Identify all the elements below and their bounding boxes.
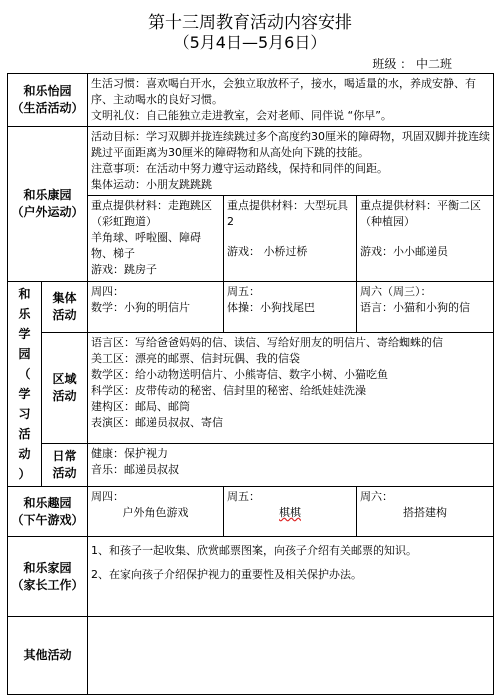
group-activity-label: [42, 282, 88, 333]
material-text: 重点提供材料：平衡二区（种植园）: [360, 199, 482, 228]
schedule-sheet: [7, 73, 493, 693]
material-text: 羊角球、呼啦圈、障碍物、梯子: [91, 231, 202, 260]
material-text: 重点提供材料：大型玩具2: [227, 199, 349, 228]
family-line: 2、在家向孩子介绍保护视力的重要性及相关保护办法。: [91, 568, 363, 581]
learn-daily-row: [8, 444, 494, 487]
group-cell: [357, 282, 494, 333]
learn-section-head: [8, 282, 42, 487]
life-line: 文明礼仪：自己能独立走进教室，会对老师、同伴说 “你早”。: [91, 109, 392, 122]
fun-section-sub: （下午游戏）: [11, 512, 84, 527]
learn-char: 和: [18, 287, 31, 301]
fun-section-head: [8, 487, 88, 537]
area-line: 表演区：邮递员叔叔、寄信: [91, 415, 224, 429]
group-label-1: 集体: [52, 290, 77, 305]
life-section-name: 和乐怡园: [23, 84, 72, 98]
fun-row: [8, 487, 494, 537]
daily-label-1: 日常: [52, 449, 77, 464]
outdoor-line: 集体运动：小朋友跳跳跳: [91, 178, 213, 191]
game-text: 游戏：跳房子: [91, 263, 158, 276]
day-label: 周四：: [91, 490, 125, 503]
learn-char: 园: [18, 347, 31, 361]
outdoor-line: 注意事项：在活动中努力遵守运动路线，保持和同伴的间距。: [91, 162, 389, 175]
other-section-name: 其他活动: [23, 648, 72, 662]
learn-char: 动: [18, 447, 31, 461]
class-label: 班级 ： 中二班: [372, 57, 452, 71]
game-text: 游戏：小小邮递员: [360, 245, 449, 258]
learn-char: ）: [18, 467, 31, 481]
family-row: [8, 537, 494, 617]
other-content: [88, 617, 494, 695]
outdoor-material-cell: [88, 196, 224, 282]
day-label: 周六：: [360, 490, 394, 503]
other-row: [8, 617, 494, 695]
learn-char: 学: [18, 327, 31, 341]
daily-label-2: 活动: [52, 466, 77, 481]
daily-activity-label: [42, 444, 88, 487]
area-line: 美工区：漂亮的邮票、信封玩偶、我的信袋: [91, 351, 301, 365]
area-line: 建构区：邮局、邮筒: [91, 399, 191, 413]
family-content: [88, 537, 494, 617]
fun-section-name: 和乐趣园: [23, 495, 72, 510]
group-label-2: 活动: [52, 307, 77, 322]
page-title: 第十三周教育活动内容安排: [148, 13, 352, 33]
learn-group-row: [8, 282, 494, 333]
learn-char: 乐: [18, 307, 31, 321]
outdoor-material-cell: [357, 196, 494, 282]
day-label: 周五：: [227, 490, 261, 503]
day-label: 周五：: [227, 285, 261, 298]
family-section-sub: （家长工作）: [11, 577, 84, 592]
game-text: 搭搭建构: [403, 506, 448, 519]
material-text: 重点提供材料：走跑跳区（彩虹跑道）: [91, 199, 213, 228]
area-label-2: 活动: [52, 389, 77, 404]
schedule-table: [7, 73, 494, 695]
outdoor-section-name: 和乐康园: [23, 188, 72, 202]
family-line: 1、和孩子一起收集、欣赏邮票图案，向孩子介绍有关邮票的知识。: [91, 544, 418, 557]
game-text: 游戏： 小桥过桥: [227, 245, 308, 258]
date-range: （5月4日—5月6日）: [173, 33, 327, 52]
learn-char: 活: [18, 427, 31, 441]
life-content: [88, 74, 494, 127]
activity-text: 语言：小猫和小狗的信: [360, 301, 471, 314]
fun-cell: [357, 487, 494, 537]
family-section-head: [8, 537, 88, 617]
daily-line: 健康：保护视力: [91, 447, 169, 461]
day-label: 周六（周三）：: [360, 285, 432, 298]
day-label: 周四：: [91, 285, 125, 298]
group-cell: [224, 282, 357, 333]
learn-char: （: [18, 367, 31, 381]
fun-cell: [88, 487, 224, 537]
area-activity-label: [42, 332, 88, 444]
game-text-wrap: [227, 505, 353, 521]
area-line: 数学区：给小动物送明信片、小熊寄信、数字小树、小猫吃鱼: [91, 367, 389, 381]
life-row: [8, 74, 494, 127]
area-line: 科学区：皮带传动的秘密、信封里的秘密、给纸娃娃洗澡: [91, 383, 367, 397]
activity-text: 体操：小狗找尾巴: [227, 301, 316, 314]
life-line: 生活习惯：喜欢喝白开水，会独立取放杯子，接水，喝适量的水，养成安静、有序、主动喝水的良好习惯。: [91, 77, 477, 106]
outdoor-line: 活动目标：学习双脚并拢连续跳过多个高度约30厘米的障碍物，巩固双脚并拢连续跳过平面距离为30厘米的障碍物和从高处向下跳的技能。: [91, 130, 491, 159]
activity-text: 数学：小狗的明信片: [91, 301, 191, 314]
outdoor-content: [88, 127, 494, 196]
group-cell: [88, 282, 224, 333]
daily-line: 音乐：邮递员叔叔: [91, 463, 180, 477]
family-section-name: 和乐家园: [23, 560, 72, 575]
outdoor-section-sub: （户外运动）: [11, 205, 84, 219]
outdoor-row: [8, 127, 494, 196]
game-text: 棋棋: [279, 506, 302, 519]
life-section-sub: （生活活动）: [11, 101, 84, 115]
fun-cell: [224, 487, 357, 537]
outdoor-section-head: [8, 127, 88, 282]
other-section-head: [8, 617, 88, 695]
life-section-head: [8, 74, 88, 127]
area-content: [88, 332, 494, 444]
learn-char: 习: [18, 407, 31, 421]
area-line: 语言区：写给爸爸妈妈的信、读信、写给好朋友的明信片、寄给蜘蛛的信: [91, 335, 444, 349]
game-text: 户外角色游戏: [122, 506, 189, 519]
learn-char: 学: [18, 387, 31, 401]
outdoor-material-cell: [224, 196, 357, 282]
daily-content: [88, 444, 494, 487]
learn-area-row: [8, 332, 494, 444]
area-label-1: 区域: [52, 372, 77, 387]
